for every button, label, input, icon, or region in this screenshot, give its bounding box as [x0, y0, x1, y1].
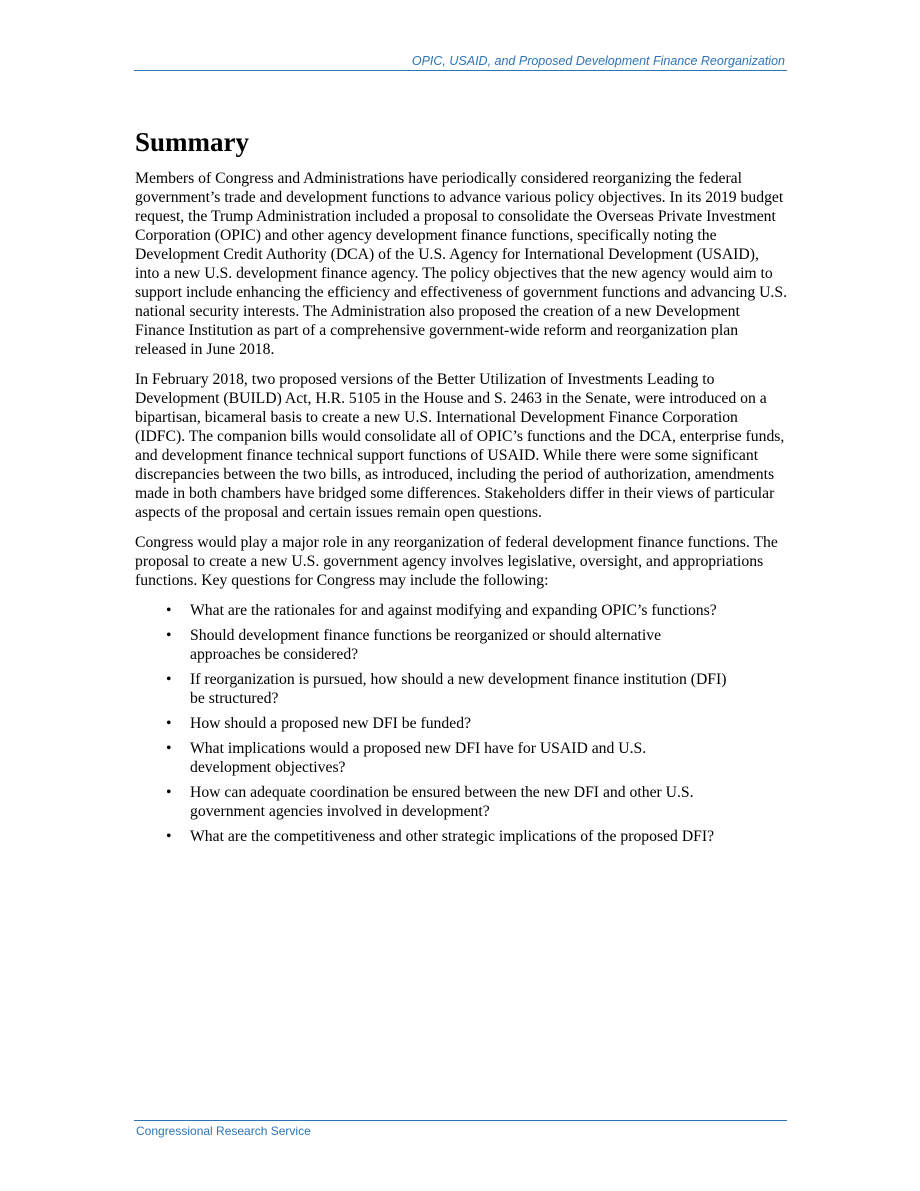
list-item	[135, 827, 730, 846]
bullet-icon: •	[166, 671, 172, 688]
footer-publisher: Congressional Research Service	[136, 1124, 311, 1138]
bullet-icon: •	[166, 784, 172, 801]
bullet-icon: •	[166, 828, 172, 845]
bullet-icon: •	[166, 602, 172, 619]
list-item	[135, 783, 730, 821]
question-text: What are the competitiveness and other strategic implications of the proposed DFI?	[190, 828, 715, 845]
question-text: Should development finance functions be reorganized or should alternative approaches be considered?	[190, 627, 662, 663]
question-text: How can adequate coordination be ensured between the new DFI and other U.S. government agencies involved in development?	[190, 784, 694, 820]
running-header	[134, 52, 787, 71]
summary-paragraph: Congress would play a major role in any reorganization of federal development finance functions. The proposal to create a new U.S. government agency involves legislative, oversight, and appropriations functions. Key questions for Congress may include the following:	[135, 534, 778, 589]
running-footer	[134, 1120, 787, 1138]
summary-paragraph: In February 2018, two proposed versions of the Better Utilization of Investments Leading to Development (BUILD) Act, H.R. 5105 in the House and S. 2463 in the Senate, were introduced on a bipartisan, bicameral basis to create a new U.S. International Development Finance Corporation (IDFC). The companion bills would consolidate all of OPIC’s functions and the DCA, enterprise funds, and development finance technical support functions of USAID. While there were some significant discrepancies between the two bills, as introduced, including the period of authorization, amendments made in both chambers have bridged some differences. Stakeholders differ in their views of particular aspects of the proposal and certain issues remain open questions.	[135, 371, 785, 521]
question-text: What are the rationales for and against modifying and expanding OPIC’s functions?	[190, 602, 717, 619]
question-text: How should a proposed new DFI be funded?	[190, 715, 472, 732]
list-item	[135, 626, 730, 664]
bullet-icon: •	[166, 715, 172, 732]
key-questions-list	[135, 601, 787, 846]
list-item	[135, 670, 730, 708]
question-text: What implications would a proposed new DFI have for USAID and U.S. development objectives?	[190, 740, 647, 776]
bullet-icon: •	[166, 740, 172, 757]
page-title: Summary	[135, 127, 249, 157]
list-item	[135, 601, 730, 620]
list-item	[135, 739, 730, 777]
bullet-icon: •	[166, 627, 172, 644]
list-item	[135, 714, 730, 733]
report-summary	[135, 118, 787, 852]
question-text: If reorganization is pursued, how should a new development finance institution (DFI) be structured?	[190, 671, 727, 707]
running-header-title: OPIC, USAID, and Proposed Development Finance Reorganization	[411, 54, 785, 68]
summary-paragraph: Members of Congress and Administrations have periodically considered reorganizing the federal government’s trade and development functions to advance various policy objectives. In its 2019 budget request, the Trump Administration included a proposal to consolidate the Overseas Private Investment Corporation (OPIC) and other agency development finance functions, specifically noting the Development Credit Authority (DCA) of the U.S. Agency for International Development (USAID), into a new U.S. development finance agency. The policy objectives that the new agency would aim to support include enhancing the efficiency and effectiveness of government functions and advancing U.S. national security interests. The Administration also proposed the creation of a new Development Finance Institution as part of a comprehensive government-wide reform and reorganization plan released in June 2018.	[135, 170, 787, 358]
